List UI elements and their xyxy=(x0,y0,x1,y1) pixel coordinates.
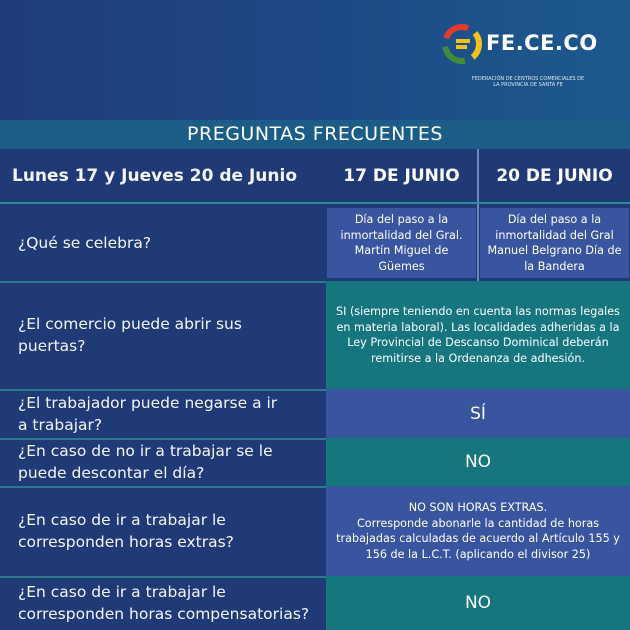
table-row xyxy=(0,281,630,391)
answer-5-text: Corresponde abonarle la cantidad de horas trabajadas calculadas de acuerdo al Artículo 155 y 156 de la L.C.T. (aplicando el divisor 25) xyxy=(336,516,620,561)
table-header-row xyxy=(0,149,630,204)
question-5: ¿En caso de ir a trabajar le corresponden horas extras? xyxy=(18,511,234,551)
question-3: ¿El trabajador puede negarse a ir a trabajar? xyxy=(18,393,278,434)
table-row xyxy=(0,204,630,283)
answer-5 xyxy=(326,486,630,576)
logo-subtitle: FEDERACIÓN DE CENTROS COMERCIALES DE LA PROVINCIA DE SANTA FE xyxy=(471,76,585,88)
answer-1-17-junio: Día del paso a la inmortalidad del Gral. Martín Miguel de Güemes xyxy=(327,208,476,278)
table-row xyxy=(0,438,630,488)
question-4: ¿En caso de no ir a trabajar se le puede descontar el día? xyxy=(18,442,273,482)
answer-6: NO xyxy=(326,576,630,630)
table-row xyxy=(0,389,630,440)
header-17-junio: 17 DE JUNIO xyxy=(343,165,460,186)
table-row xyxy=(0,486,630,578)
page-title: PREGUNTAS FRECUENTES xyxy=(0,120,630,149)
header-band xyxy=(0,0,630,120)
table-row xyxy=(0,576,630,630)
fececo-logo xyxy=(442,24,602,94)
header-20-junio: 20 DE JUNIO xyxy=(496,165,613,186)
answer-2: SI (siempre teniendo en cuenta las normas legales en materia laboral). Las localidades adheridas a la Ley Provincial de Descanso Dominical deberán remitirse a la Ordenanza de adhesión. xyxy=(326,281,630,389)
question-6: ¿En caso de ir a trabajar le corresponden horas compensatorias? xyxy=(18,583,310,623)
fececo-logo-icon xyxy=(442,24,482,64)
column-divider xyxy=(477,204,479,281)
answer-4: NO xyxy=(326,438,630,486)
header-dates: Lunes 17 y Jueves 20 de Junio xyxy=(12,165,298,186)
answer-3: SÍ xyxy=(326,389,630,438)
question-2: ¿El comercio puede abrir sus puertas? xyxy=(18,315,242,355)
question-1: ¿Qué se celebra? xyxy=(18,233,152,252)
answer-5-title: NO SON HORAS EXTRAS. xyxy=(408,501,548,514)
logo-name: FE.CE.CO xyxy=(486,31,598,55)
answer-1-20-junio: Día del paso a la inmortalidad del Gral Manuel Belgrano Día de la Bandera xyxy=(480,208,629,278)
